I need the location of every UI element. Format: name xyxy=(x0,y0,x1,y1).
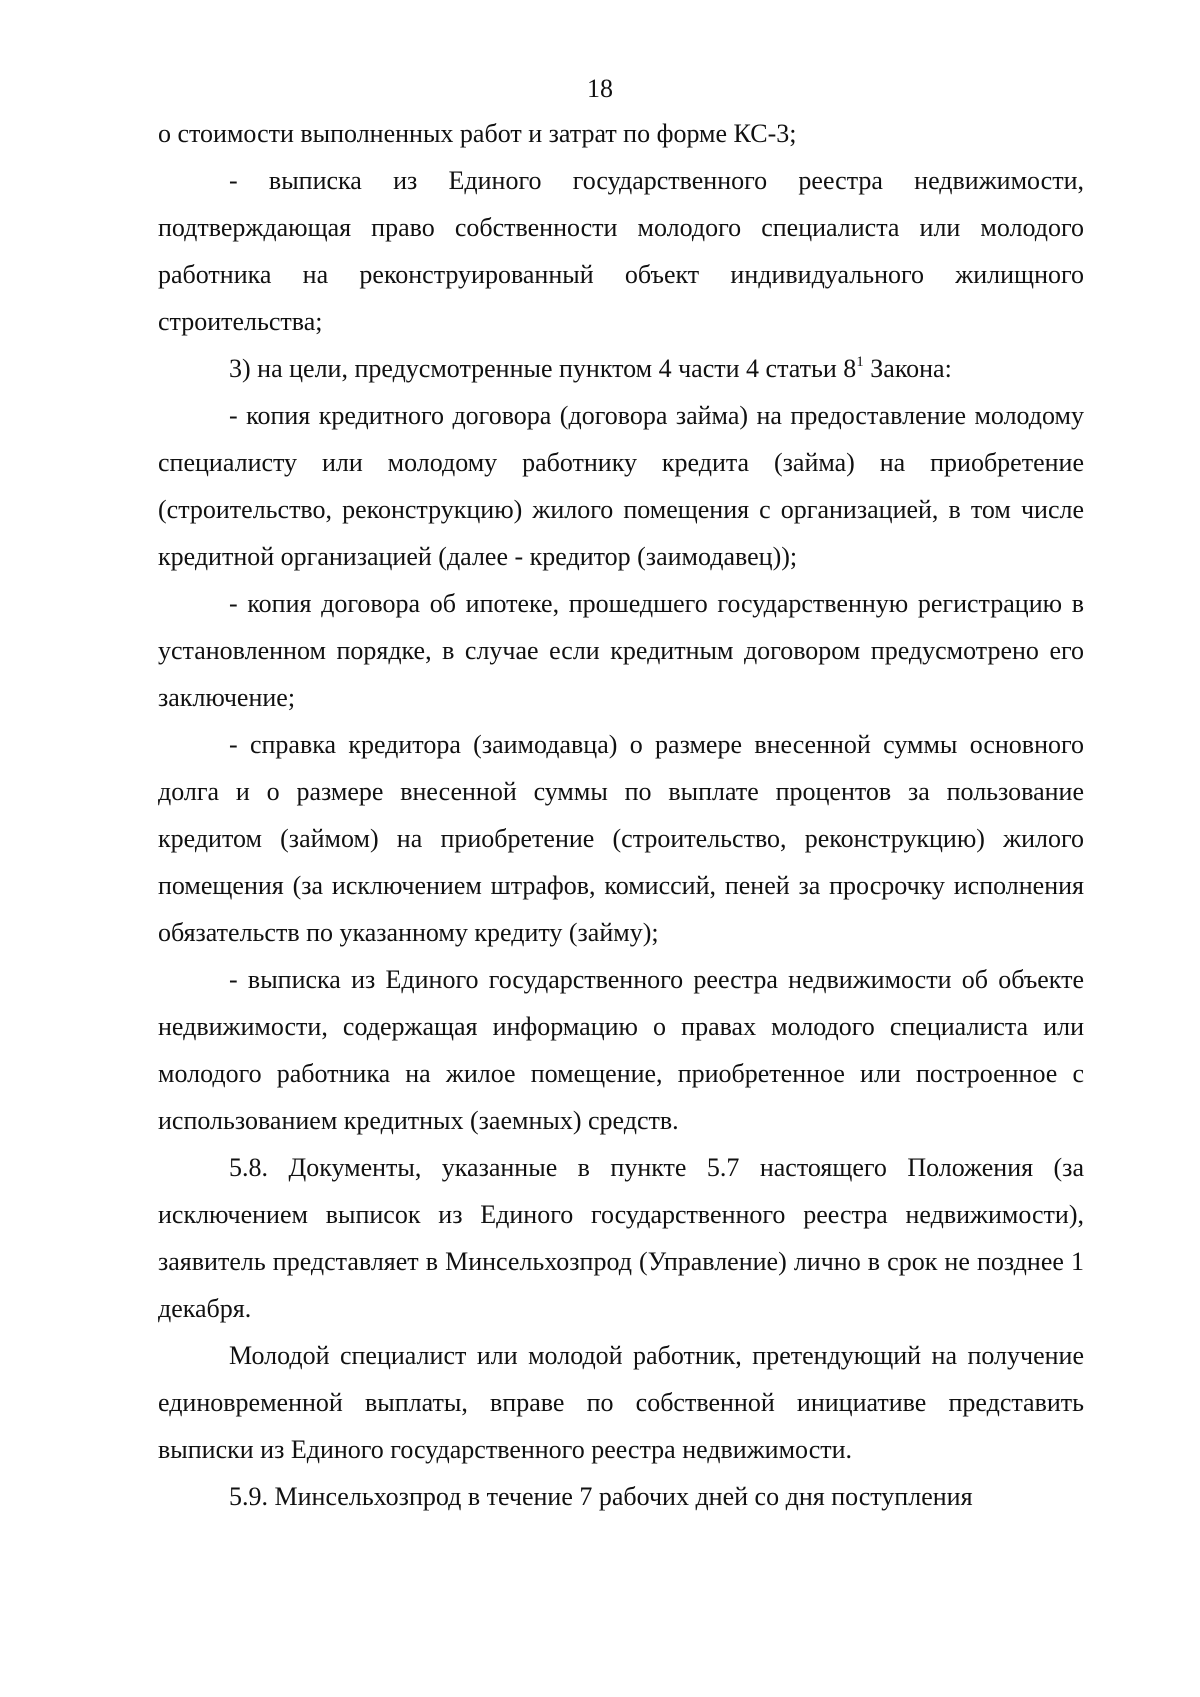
page-number: 18 xyxy=(587,74,613,103)
paragraph-credit-agreement-copy: - копия кредитного договора (договора займа) на предоставление молодому специалисту или молодому работнику кредита (займа) на приобретение (строительство, реконструкцию) жилого помещения с организацией, в том числе кредитной организацией (далее - кредитор (заимодавец)); xyxy=(158,401,1084,571)
paragraph-purpose-item-3 xyxy=(158,345,1084,392)
article-superscript: 1 xyxy=(856,354,864,370)
paragraph-creditor-statement: - справка кредитора (заимодавца) о размере внесенной суммы основного долга и о размере внесенной суммы по выплате процентов за пользование кредитом (займом) на приобретение (строительство, реконструкцию) жилого помещения (за исключением штрафов, комиссий, пеней за просрочку исполнения обязательств по указанному кредиту (займу); xyxy=(158,730,1084,947)
document-body xyxy=(158,110,1084,1520)
paragraph-egrn-extract-housing: - выписка из Единого государственного реестра недвижимости об объекте недвижимости, содержащая информацию о правах молодого специалиста или молодого работника на жилое помещение, приобретенное или построенное с использованием кредитных (заемных) средств. xyxy=(158,965,1084,1135)
paragraph-own-initiative: Молодой специалист или молодой работник, претендующий на получение единовременной выплаты, вправе по собственной инициативе представить выписки из Единого государственного реестра недвижимости. xyxy=(158,1341,1084,1464)
paragraph-continuation: о стоимости выполненных работ и затрат по форме КС-3; xyxy=(158,119,797,148)
paragraph-section-5-8: 5.8. Документы, указанные в пункте 5.7 настоящего Положения (за исключением выписок из Единого государственного реестра недвижимости), заявитель представляет в Минсельхозпрод (Управление) лично в срок не позднее 1 декабря. xyxy=(158,1153,1084,1323)
paragraph-mortgage-agreement-copy: - копия договора об ипотеке, прошедшего государственную регистрацию в установленном порядке, в случае если кредитным договором предусмотрено его заключение; xyxy=(158,589,1084,712)
purpose-item-3-text: 3) на цели, предусмотренные пунктом 4 части 4 статьи 8 xyxy=(229,354,857,383)
paragraph-egrn-extract-reconstruction: - выписка из Единого государственного реестра недвижимости, подтверждающая право собственности молодого специалиста или молодого работника на реконструированный объект индивидуального жилищного строительства; xyxy=(158,166,1084,336)
paragraph-section-5-9: 5.9. Минсельхозпрод в течение 7 рабочих дней со дня поступления xyxy=(229,1482,973,1511)
purpose-item-3-law: Закона: xyxy=(863,354,952,383)
